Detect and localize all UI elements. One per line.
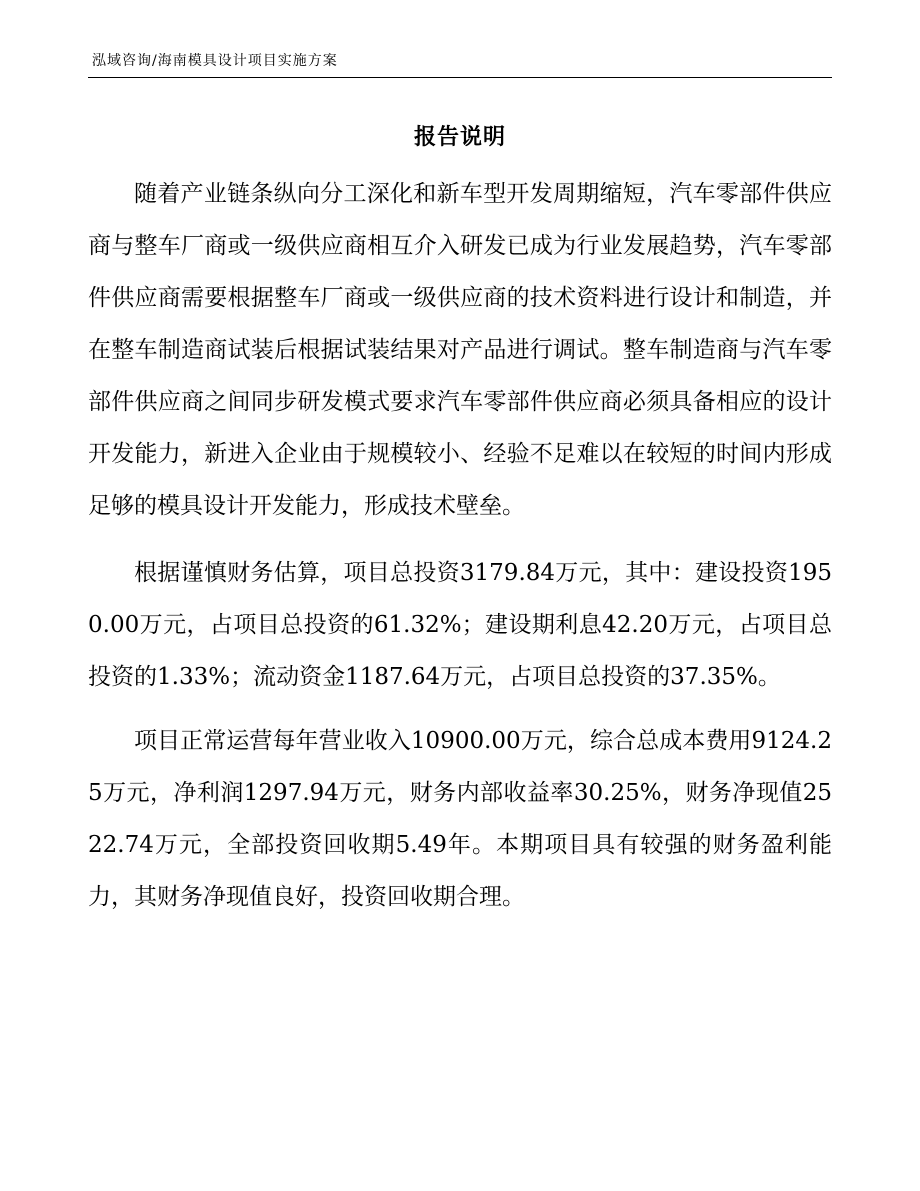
- page-title: 报告说明: [413, 124, 506, 150]
- paragraph-industry-background: 随着产业链条纵向分工深化和新车型开发周期缩短，汽车零部件供应商与整车厂商或一级供应商相互介入研发已成为行业发展趋势，汽车零部件供应商需要根据整车厂商或一级供应商的技术资料进行设计和制造，并在整车制造商试装后根据试装结果对产品进行调试。整车制造商与汽车零部件供应商之间同步研发模式要求汽车零部件供应商必须具备相应的设计开发能力，新进入企业由于规模较小、经验不足难以在较短的时间内形成足够的模具设计开发能力，形成技术壁垒。: [88, 181, 832, 519]
- report-body: [88, 168, 832, 937]
- paragraph-financial-returns: 项目正常运营每年营业收入10900.00万元，综合总成本费用9124.25万元，净利润1297.94万元，财务内部收益率30.25%，财务净现值2522.74万元，全部投资回收期5.49年。本期项目具有较强的财务盈利能力，其财务净现值良好，投资回收期合理。: [88, 728, 832, 910]
- paragraph-investment-estimate: 根据谨慎财务估算，项目总投资3179.84万元，其中：建设投资1950.00万元，占项目总投资的61.32%；建设期利息42.20万元，占项目总投资的1.33%；流动资金1187.64万元，占项目总投资的37.35%。: [88, 560, 832, 690]
- header-divider: [88, 77, 832, 78]
- running-header: 泓域咨询/海南模具设计项目实施方案: [92, 53, 338, 69]
